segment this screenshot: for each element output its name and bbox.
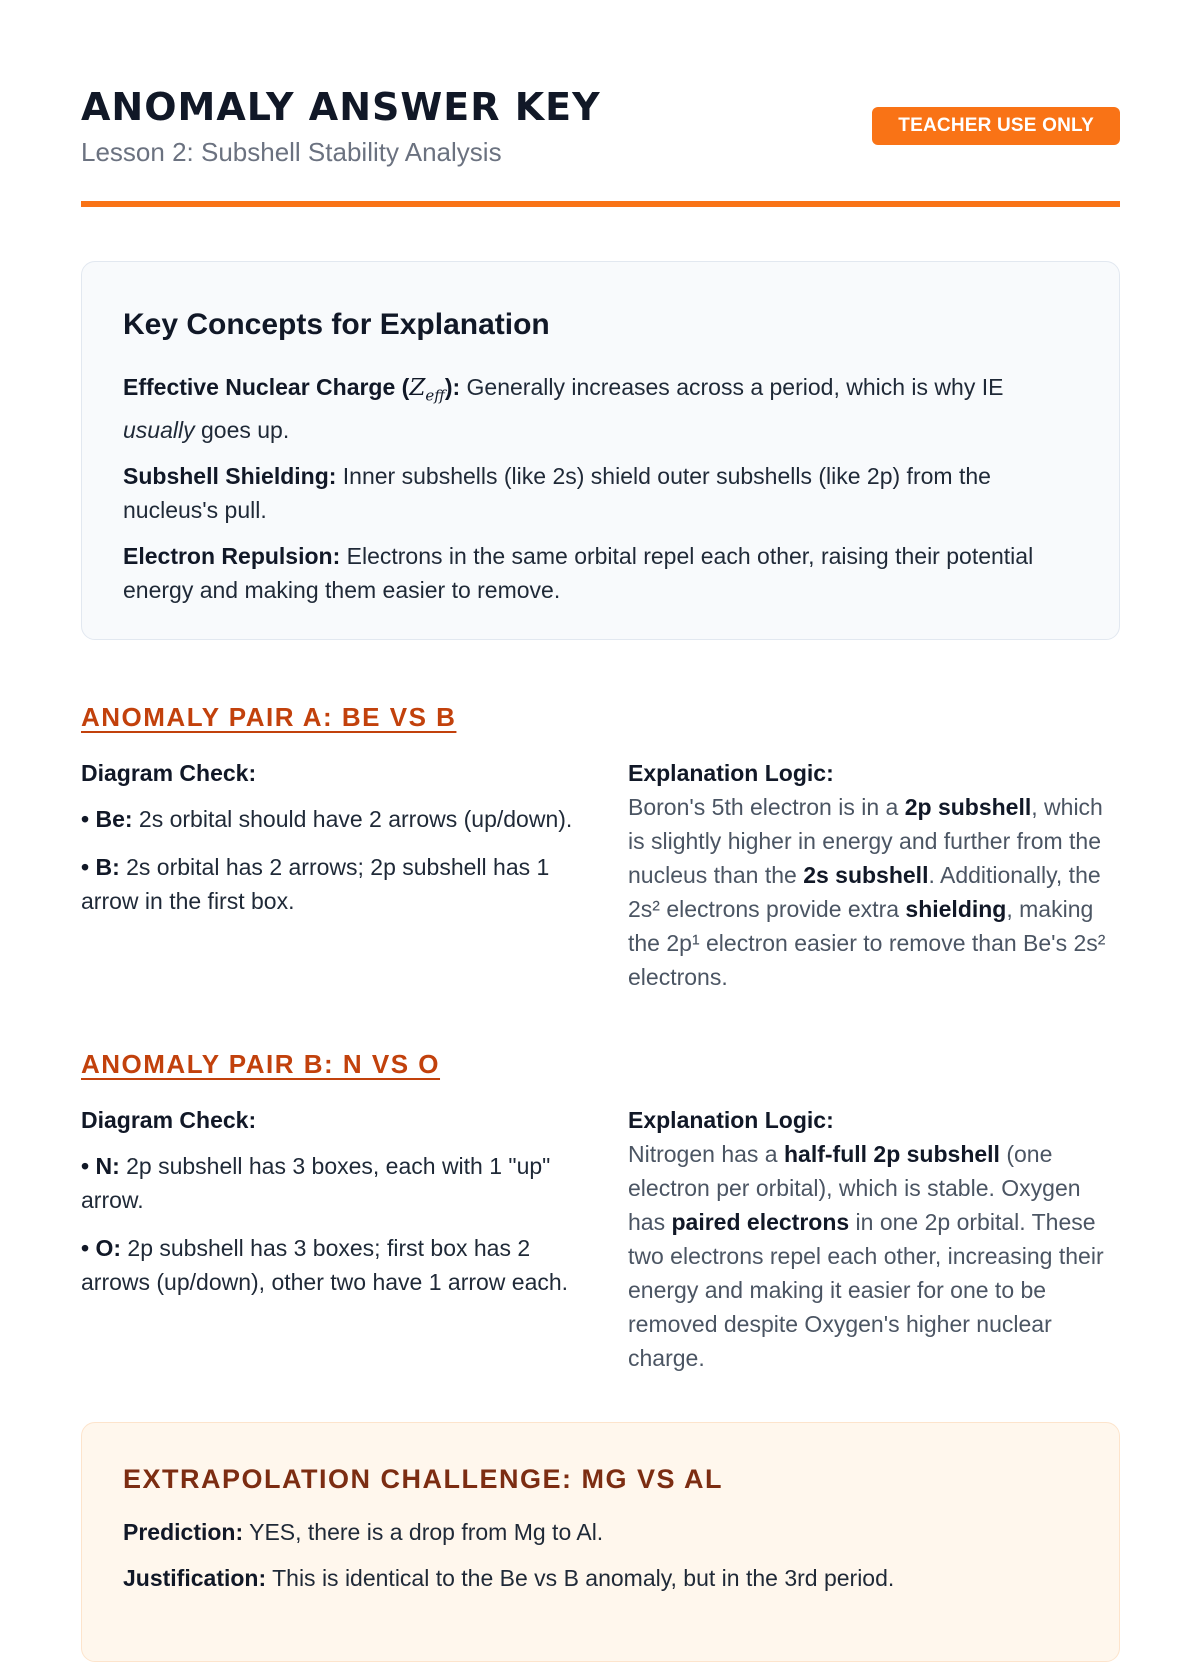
key-concepts-heading: Key Concepts for Explanation — [123, 308, 550, 341]
extrapolation-challenge-card — [81, 1422, 1120, 1662]
zeff-symbol: $Z_{eff}$ — [409, 375, 445, 405]
anomaly-pair-b-section — [81, 1047, 1120, 1371]
concept-zeff-label: Effective Nuclear Charge $(Z_{eff})$: — [123, 374, 461, 405]
concept-zeff: Effective Nuclear Charge $(Z_{eff})$: Generally increases across a period, which is why IE usually goes up. — [123, 374, 1004, 443]
pair-a-logic-text: Boron's 5th electron is in a 2p subshell, which is slightly higher in energy and further from the nucleus than the 2s subshell. Additionally, the 2s² electrons provide extra shielding, making the 2p¹ electron easier to remove than Be's 2s² electrons. — [628, 794, 1106, 990]
anomaly-pair-a-section — [81, 700, 1120, 990]
pair-b-logic-text: Nitrogen has a half-full 2p subshell (one electron per orbital), which is stable. Oxygen has paired electrons in one 2p orbital. These two electrons repel each other, increasing their energy and making it easier for one to be removed despite Oxygen's higher nuclear charge. — [628, 1141, 1104, 1371]
teacher-only-badge: TEACHER USE ONLY — [872, 107, 1120, 145]
page-header — [81, 84, 1120, 168]
challenge-prediction: Prediction: YES, there is a drop from Mg to Al. — [123, 1519, 604, 1545]
pair-a-title: ANOMALY PAIR A: BE VS B — [81, 702, 457, 732]
concept-repulsion-label: Electron Repulsion: — [123, 542, 341, 569]
pair-a-bullet-be: • Be: 2s orbital should have 2 arrows (up/down). — [81, 806, 573, 832]
concept-repulsion: Electron Repulsion: Electrons in the same orbital repel each other, raising their potential energy and making them easier to remove. — [123, 542, 1034, 603]
page-title: ANOMALY ANSWER KEY — [81, 85, 601, 129]
page-subtitle: Lesson 2: Subshell Stability Analysis — [81, 137, 502, 167]
pair-a-explanation — [628, 756, 1123, 994]
pair-b-title: ANOMALY PAIR B: N VS O — [81, 1049, 441, 1079]
pair-a-diagram-heading: Diagram Check: — [81, 760, 257, 786]
pair-b-diagram-heading: Diagram Check: — [81, 1107, 257, 1133]
concept-shielding-label: Subshell Shielding: — [123, 462, 337, 489]
pair-b-diagram-check — [81, 1103, 581, 1313]
pair-b-explanation — [628, 1103, 1123, 1375]
pair-a-diagram-check — [81, 756, 581, 932]
pair-a-logic-heading: Explanation Logic: — [628, 760, 834, 786]
pair-b-bullet-o: • O: 2p subshell has 3 boxes; first box has 2 arrows (up/down), other two have 1 arrow each. — [81, 1235, 569, 1295]
pair-a-bullet-b: • B: 2s orbital has 2 arrows; 2p subshell has 1 arrow in the first box. — [81, 854, 550, 914]
key-concepts-card — [81, 261, 1120, 640]
concept-shielding: Subshell Shielding: Inner subshells (like 2s) shield outer subshells (like 2p) from the nucleus's pull. — [123, 462, 991, 523]
challenge-justification: Justification: This is identical to the Be vs B anomaly, but in the 3rd period. — [123, 1565, 895, 1591]
pair-b-bullet-n: • N: 2p subshell has 3 boxes, each with 1 "up" arrow. — [81, 1153, 551, 1213]
challenge-title: EXTRAPOLATION CHALLENGE: MG VS AL — [123, 1464, 723, 1494]
pair-b-logic-heading: Explanation Logic: — [628, 1107, 834, 1133]
header-divider — [81, 201, 1120, 207]
